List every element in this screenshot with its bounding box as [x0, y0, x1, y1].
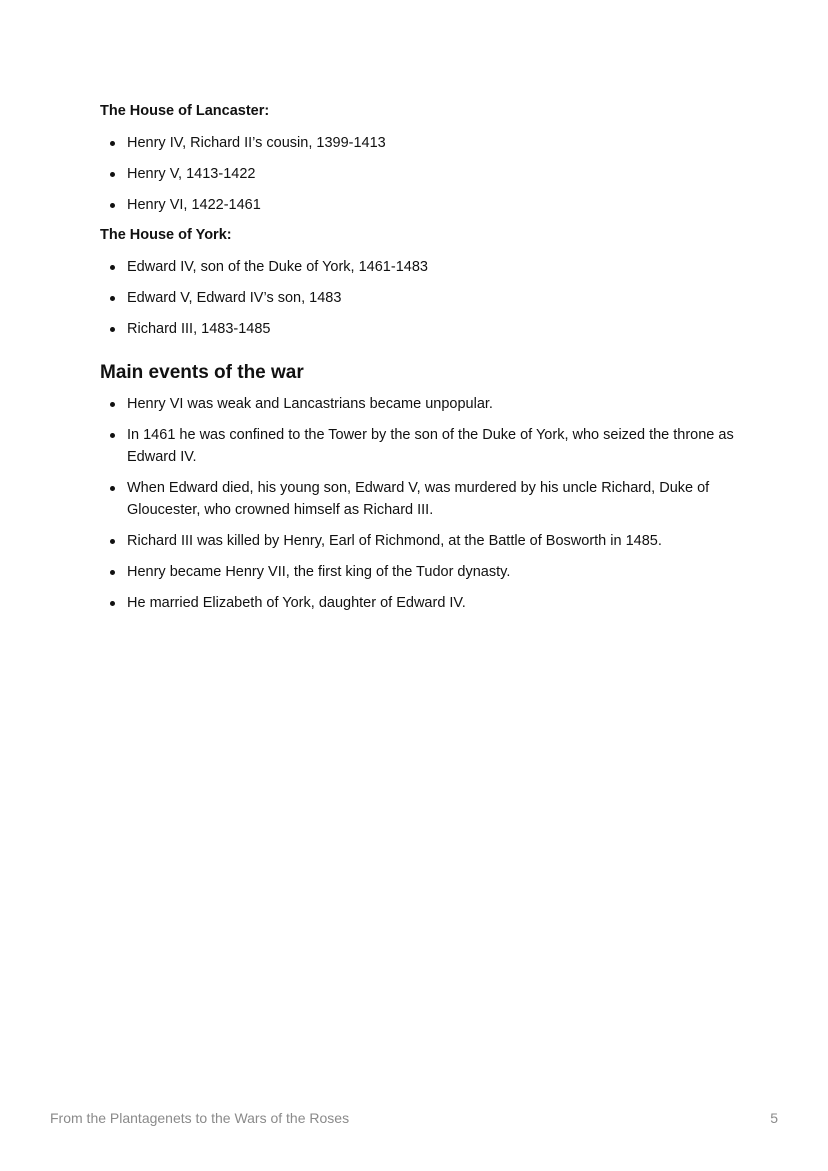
list-item: Henry VI was weak and Lancastrians became unpopular. — [100, 393, 740, 415]
list-item: Henry became Henry VII, the first king of the Tudor dynasty. — [100, 561, 740, 583]
list-item: Henry V, 1413-1422 — [100, 163, 740, 185]
york-heading: The House of York: — [100, 227, 232, 243]
footer-title: From the Plantagenets to the Wars of the Roses — [50, 1110, 350, 1126]
page-content — [100, 101, 740, 614]
list-item: Richard III was killed by Henry, Earl of Richmond, at the Battle of Bosworth in 1485. — [100, 530, 740, 552]
list-item: Henry IV, Richard II’s cousin, 1399-1413 — [100, 132, 740, 154]
events-list — [100, 393, 740, 614]
list-item: In 1461 he was confined to the Tower by the son of the Duke of York, who seized the throne as Edward IV. — [100, 424, 740, 468]
page-number: 5 — [770, 1110, 778, 1126]
lancaster-heading: The House of Lancaster: — [100, 103, 270, 119]
lancaster-list — [100, 132, 740, 216]
york-list — [100, 256, 740, 340]
main-events-heading: Main events of the war — [100, 362, 304, 383]
list-item: Edward V, Edward IV’s son, 1483 — [100, 287, 740, 309]
list-item: When Edward died, his young son, Edward V, was murdered by his uncle Richard, Duke of Gloucester, who crowned himself as Richard III. — [100, 477, 740, 521]
page-footer — [50, 1108, 778, 1128]
list-item: He married Elizabeth of York, daughter of Edward IV. — [100, 592, 740, 614]
list-item: Edward IV, son of the Duke of York, 1461-1483 — [100, 256, 740, 278]
list-item: Richard III, 1483-1485 — [100, 318, 740, 340]
list-item: Henry VI, 1422-1461 — [100, 194, 740, 216]
